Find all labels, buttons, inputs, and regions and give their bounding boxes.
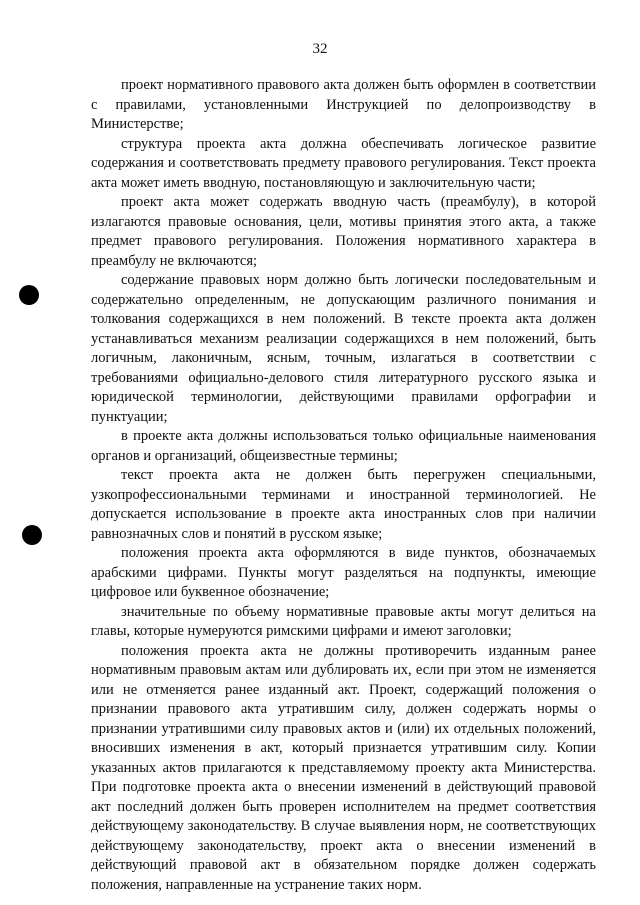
paragraph-chapters: значительные по объему нормативные правовые акты могут делиться на главы, которые нумеруются римскими цифрами и имеют заголовки; <box>91 603 596 639</box>
document-body <box>91 76 596 895</box>
page-number: 32 <box>312 41 328 57</box>
paragraph-structure: структура проекта акта должна обеспечивать логическое развитие содержания и соответствовать предмету правового регулирования. Текст проекта акта может иметь вводную, постановляющую и заключительную части; <box>91 135 596 191</box>
paragraph-preamble: проект акта может содержать вводную часть (преамбулу), в которой излагаются правовые основания, цели, мотивы принятия этого акта, а также предмет правового регулирования. Положения нормативного характера в преамбулу не включаются; <box>91 194 596 269</box>
paragraph-formatting-rules: проект нормативного правового акта должен быть оформлен в соответствии с правилами, установленными Инструкцией по делопроизводству в Министерстве; <box>91 77 596 132</box>
paragraph-norm-content: содержание правовых норм должно быть логически последовательным и содержательно определенным, не допускающим различного понимания и толкования содержащихся в нем положений. В тексте проекта акта должен устанавливаться механизм реализации содержащихся в нем положений, быть логичным, лаконичным, ясным, точным, излагаться в соответствии с требованиями официально-делового стиля литературного русского языка и юридической терминологии, действующими правилами орфографии и пунктуации; <box>91 272 596 425</box>
paragraph-official-names: в проекте акта должны использоваться только официальные наименования органов и организаций, общеизвестные термины; <box>91 428 596 464</box>
paragraph-terminology: текст проекта акта не должен быть перегружен специальными, узкопрофессиональными терминами и иностранной терминологией. Не допускается использование в проекте акта иностранных слов при наличии равнозначных слов и понятий в русском языке; <box>91 467 596 542</box>
punch-hole-mark <box>19 285 39 305</box>
punch-hole-mark <box>22 525 42 545</box>
paragraph-numbered-points: положения проекта акта оформляются в виде пунктов, обозначаемых арабскими цифрами. Пункты могут разделяться на подпункты, имеющие цифровое или буквенное обозначение; <box>91 545 596 600</box>
paragraph-consistency: положения проекта акта не должны противоречить изданным ранее нормативным правовым актам или дублировать их, если при этом не изменяется или не отменяется ранее изданный акт. Проект, содержащий положения о признании правового акта утратившим силу, должен содержать нормы о признании утратившими силу правовых актов и (или) их отдельных положений, вносивших изменения в акт, который признается утратившим силу. Копии указанных актов прилагаются к представляемому проекту акта Министерства. При подготовке проекта акта о внесении изменений в действующий правовой акт последний должен быть проверен исполнителем на предмет соответствия действующему законодательству. В случае выявления норм, не соответствующих действующему законодательству, проект акта о внесении изменений в действующий правовой акт в обязательном порядке должен содержать положения, направленные на устранение таких норм. <box>91 642 596 893</box>
